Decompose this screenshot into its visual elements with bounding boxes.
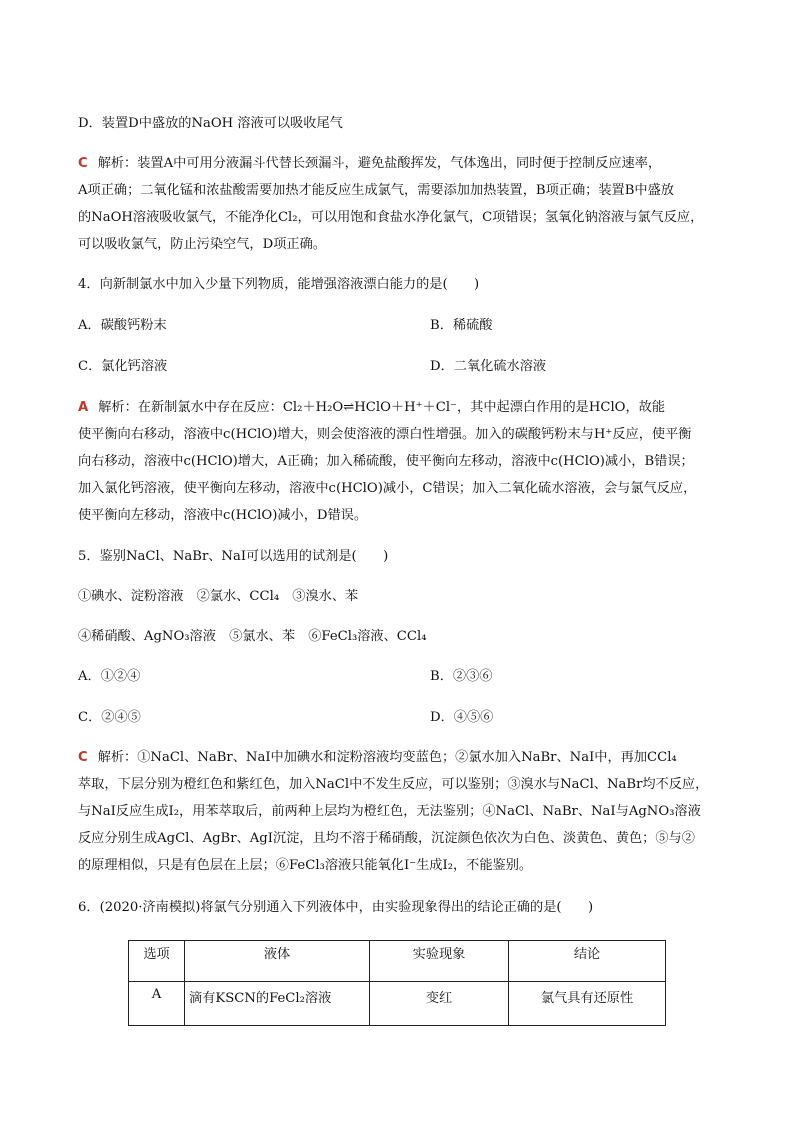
q5-option-b: B．②③⑥ <box>430 669 493 684</box>
cell-conclusion: 氯气具有还原性 <box>509 982 666 1026</box>
q3-analysis-line: 的NaOH溶液吸收氯气，不能净化Cl₂，可以用饱和食盐水净化氯气，C项错误；氢氧化钠溶液与氯气反应， <box>78 210 704 225</box>
table-row <box>129 982 666 1026</box>
q4-options-row <box>78 312 718 339</box>
cell-option: A <box>129 982 185 1026</box>
q5-reagents-line: ④稀硝酸、AgNO₃溶液 ⑤氯水、苯 ⑥FeCl₃溶液、CCl₄ <box>78 629 427 644</box>
q5-analysis-line: C 解析：①NaCl、NaBr、NaI中加碘水和淀粉溶液均变蓝色；②氯水加入NaBr、NaI中，再加CCl₄ <box>78 750 677 765</box>
q4-analysis-line: 使平衡向左移动，溶液中c(HClO)减小，D错误。 <box>78 508 368 523</box>
cell-observation: 变红 <box>370 982 509 1026</box>
q5-option-a: A．①②④ <box>78 669 141 684</box>
q3-analysis-line: A项正确；二氧化锰和浓盐酸需要加热才能反应生成氯气，需要添加加热装置，B项正确；装置B中盛放 <box>78 183 674 198</box>
q4-analysis-line: 使平衡向右移动，溶液中c(HClO)增大，则会使溶液的漂白性增强。加入的碳酸钙粉末与H⁺反应，使平衡 <box>78 427 692 442</box>
header-conclusion: 结论 <box>509 941 666 982</box>
q4-analysis-line: 向右移动，溶液中c(HClO)增大，A正确；加入稀硫酸，使平衡向左移动，溶液中c(HClO)减小，B错误； <box>78 454 694 469</box>
q5-option-c: C．②④⑤ <box>78 710 141 725</box>
q4-answer: A <box>78 400 89 415</box>
q4-option-a: A．碳酸钙粉末 <box>78 318 167 333</box>
q5-analysis-line: 萃取，下层分别为橙红色和紫红色，加入NaCl中不发生反应，可以鉴别；③溴水与NaCl、NaBr均不反应， <box>78 777 709 792</box>
q3-option-d: D．装置D中盛放的NaOH 溶液可以吸收尾气 <box>78 116 343 131</box>
q5-reagents-line: ①碘水、淀粉溶液 ②氯水、CCl₄ ③溴水、苯 <box>78 589 359 604</box>
q4-option-c: C．氯化钙溶液 <box>78 359 168 374</box>
header-option: 选项 <box>129 941 185 982</box>
q5-analysis-line: 反应分别生成AgCl、AgBr、AgI沉淀，且均不溶于稀硝酸，沉淀颜色依次为白色、淡黄色、黄色；⑤与② <box>78 831 695 846</box>
q6-stem: 6．(2020·济南模拟)将氯气分别通入下列液体中，由实验现象得出的结论正确的是( ) <box>78 900 594 915</box>
q3-analysis-line: 可以吸收氯气，防止污染空气，D项正确。 <box>78 237 326 252</box>
q3-analysis-line: C 解析：装置A中可用分液漏斗代替长颈漏斗，避免盐酸挥发，气体逸出，同时便于控制反应速率， <box>78 156 662 171</box>
q5-analysis-line: 与NaI反应生成I₂，用苯萃取后，前两种上层均为橙红色，无法鉴别；④NaCl、NaBr、NaI与AgNO₃溶液 <box>78 804 701 819</box>
q5-option-d: D．④⑤⑥ <box>430 710 494 725</box>
q4-analysis-line: 加入氯化钙溶液，使平衡向左移动，溶液中c(HClO)减小，C错误；加入二氧化硫水溶液，会与氯气反应， <box>78 481 697 496</box>
q5-stem: 5．鉴别NaCl、NaBr、NaI可以选用的试剂是( ) <box>78 549 389 564</box>
table-header-row <box>129 941 666 982</box>
q4-stem: 4．向新制氯水中加入少量下列物质，能增强溶液漂白能力的是( ) <box>78 277 480 292</box>
header-observation: 实验现象 <box>370 941 509 982</box>
q3-answer: C <box>78 156 88 171</box>
q4-analysis-line: A 解析：在新制氯水中存在反应：Cl₂＋H₂O⇌HClO＋H⁺＋Cl⁻，其中起漂白作用的是HClO，故能 <box>78 400 666 415</box>
q5-options-row <box>78 663 718 690</box>
q4-option-d: D．二氧化硫水溶液 <box>430 359 547 374</box>
q5-analysis-line: 的原理相似，只是有色层在上层；⑥FeCl₃溶液只能氧化I⁻生成I₂，不能鉴别。 <box>78 858 533 873</box>
q6-table <box>128 940 666 1026</box>
q5-options-row <box>78 704 718 731</box>
q5-answer: C <box>78 750 88 765</box>
cell-liquid: 滴有KSCN的FeCl₂溶液 <box>185 982 370 1026</box>
q4-options-row <box>78 353 718 380</box>
q4-option-b: B．稀硫酸 <box>430 318 493 333</box>
header-liquid: 液体 <box>185 941 370 982</box>
